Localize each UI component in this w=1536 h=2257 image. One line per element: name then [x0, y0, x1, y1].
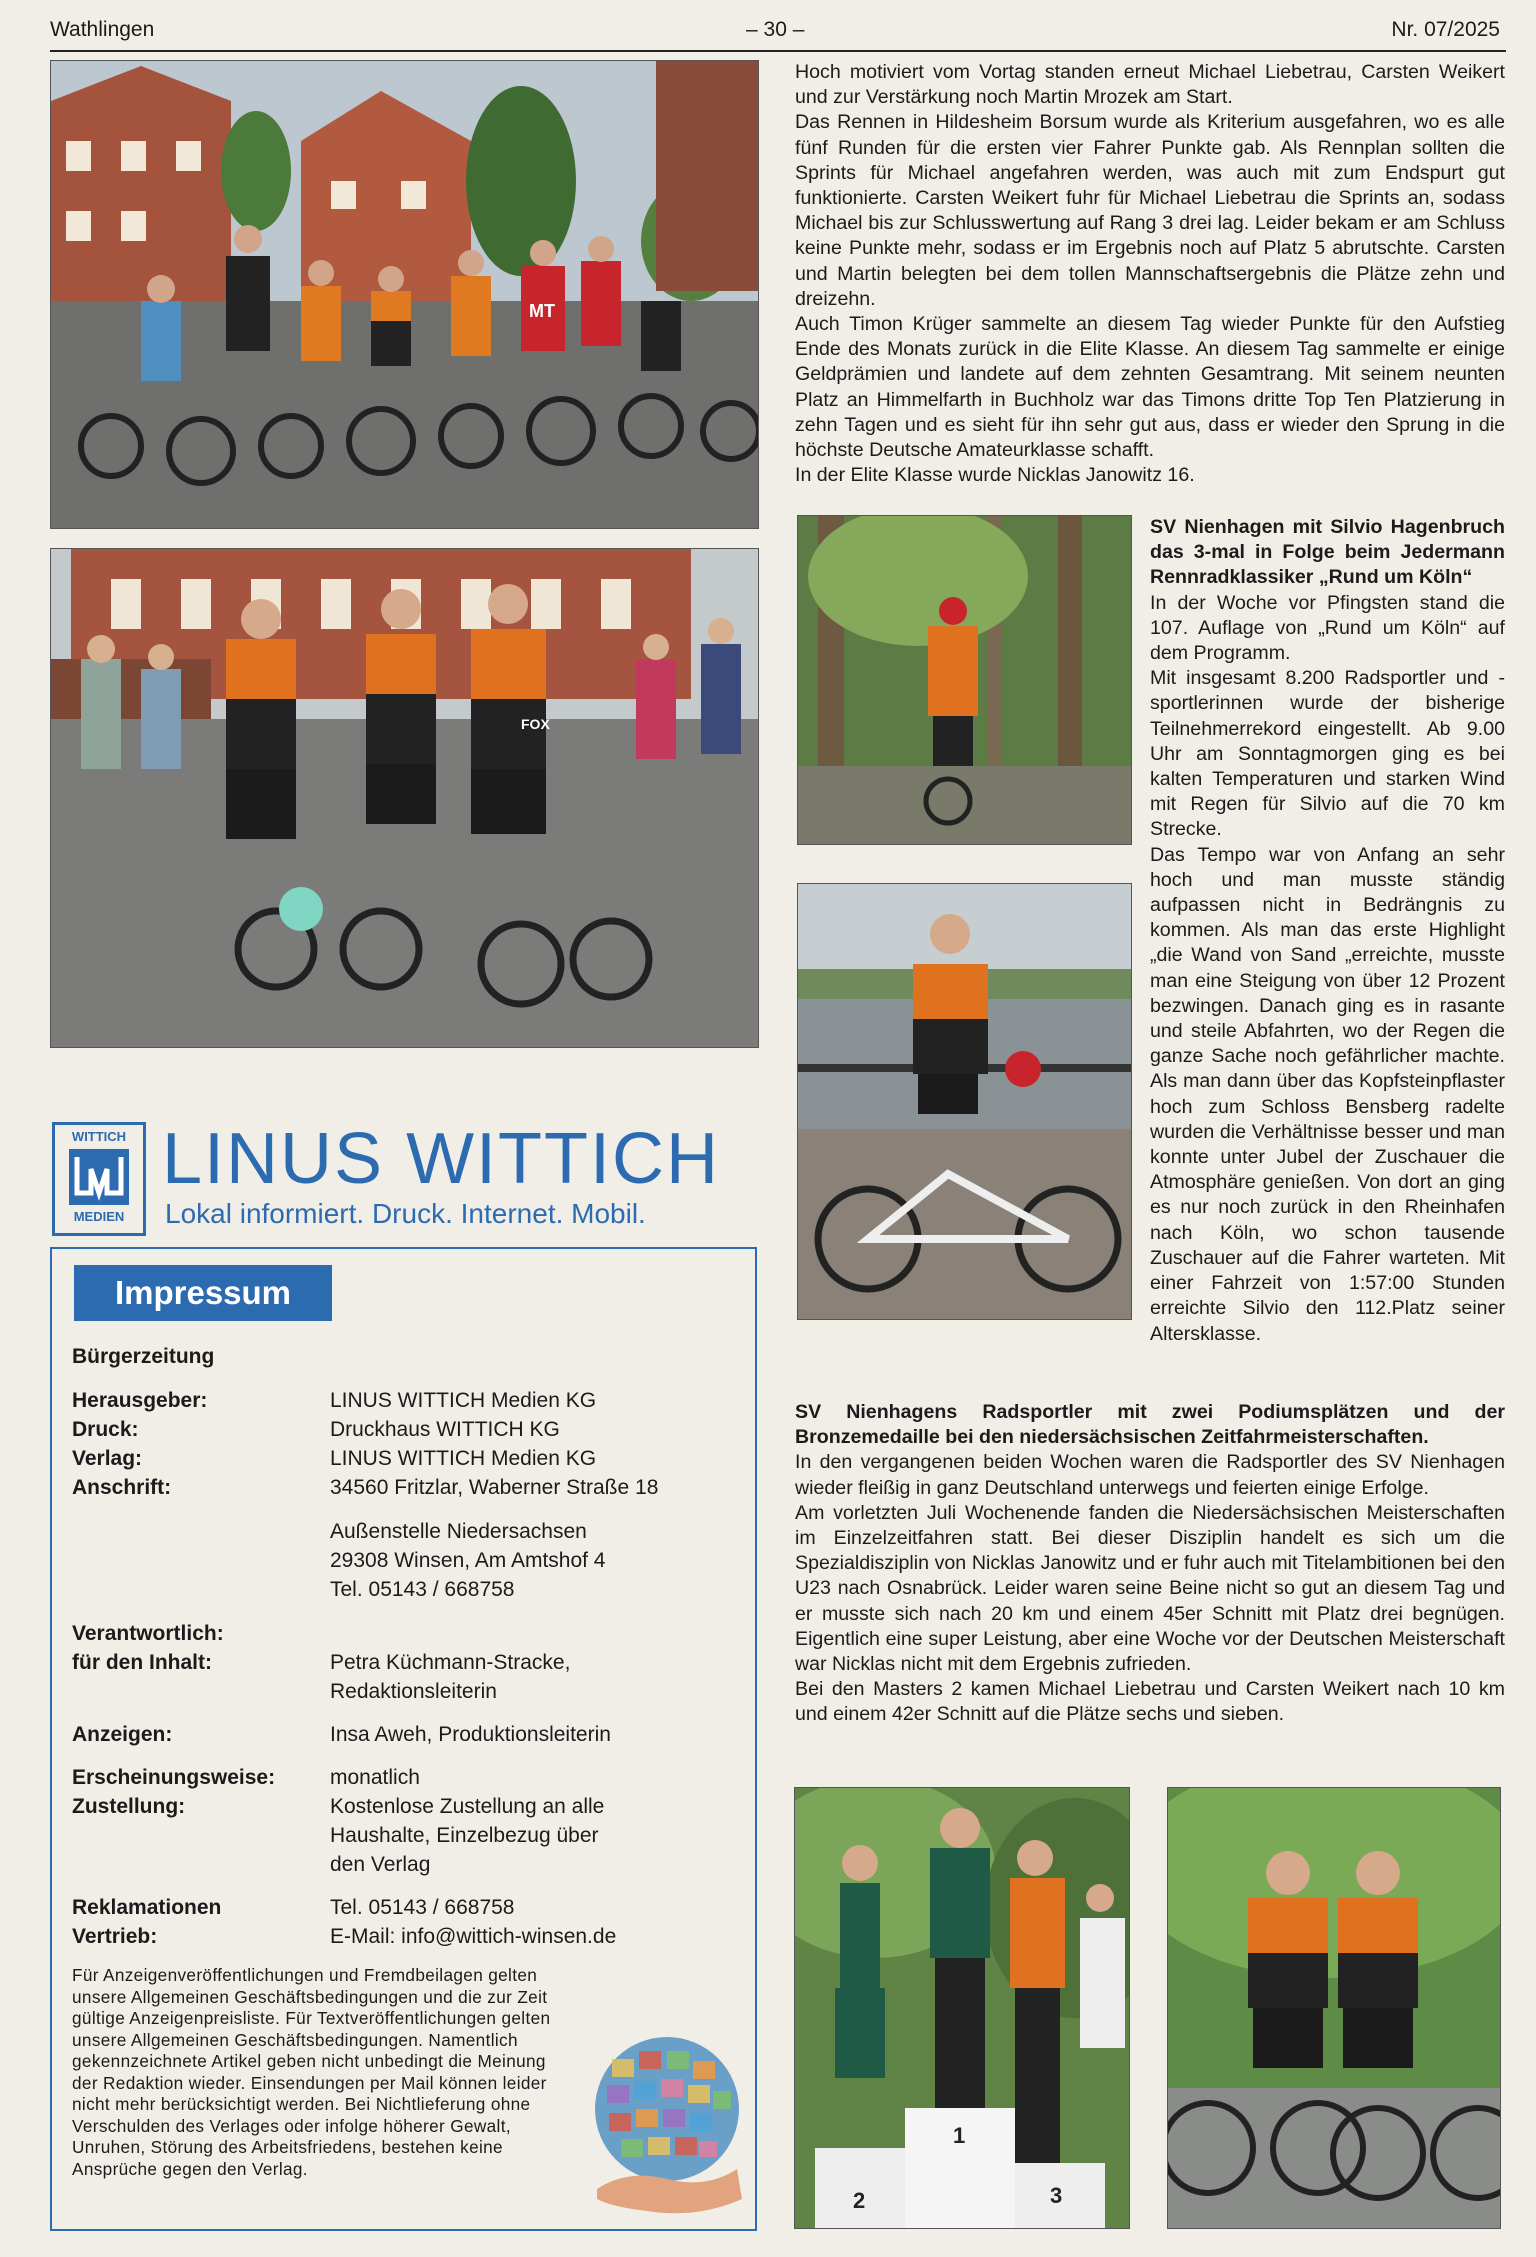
- paragraph: In der Woche vor Pfingsten stand die 107. Auflage von „Rund um Köln“ auf dem Programm.: [1150, 591, 1505, 665]
- aussenstelle-line: 29308 Winsen, Am Amtshof 4: [330, 1549, 606, 1572]
- publisher-logo: [50, 1118, 755, 1236]
- page-header: [50, 14, 1500, 46]
- impressum-subtitle: Bürgerzeitung: [72, 1345, 215, 1368]
- article-headline: SV Nienhagens Radsportler mit zwei Podiumsplätzen und der Bronzemedaille bei den niedersächsischen Zeitfahrmeisterschaften.: [795, 1401, 1505, 1449]
- logo-mark: [52, 1122, 146, 1236]
- vertrieb-email[interactable]: E-Mail: info@wittich-winsen.de: [330, 1925, 617, 1948]
- impressum-legal-text: Für Anzeigenveröffentlichungen und Fremdbeilagen gelten unsere Allgemeinen Geschäftsbedingungen und die zur Zeit gültige Anzeigenpreisliste. Für Textveröffentlichungen gelten unsere Allgemeinen Geschäftsbedingungen. Namentlich gekennzeichnete Artikel geben nicht unbedingt die Meinung der Redaktion wieder. Einsendungen per Mail können leider nicht mehr berücksichtigt werden. Bei Nichtlieferung ohne Verschulden des Verlages oder infolge höherer Gewalt, Unruhen, Störung des Arbeitsfriedens, bestehen keine Ansprüche gegen den Verlag.: [72, 1965, 551, 2179]
- anschrift-value: 34560 Fritzlar, Waberner Straße 18: [330, 1476, 659, 1499]
- photo-race-start: [50, 60, 759, 529]
- logo-w-icon: [69, 1149, 129, 1205]
- erscheinungsweise-value: monatlich: [330, 1766, 420, 1789]
- reklamationen-label: Reklamationen: [72, 1896, 222, 1919]
- zustellung-value: Haushalte, Einzelbezug über: [330, 1824, 599, 1847]
- jersey-text: FOX: [521, 716, 550, 732]
- paragraph: Hoch motiviert vom Vortag standen erneut Michael Liebetrau, Carsten Weikert und zur Verstärkung noch Martin Mrozek am Start.: [795, 61, 1505, 109]
- paragraph: Bei den Masters 2 kamen Michael Liebetrau und Carsten Weikert nach 10 km und einem 42er Schnitt auf die Plätze sechs und sieben.: [795, 1678, 1505, 1726]
- logo-tagline: Lokal informiert. Druck. Internet. Mobil.: [165, 1198, 646, 1229]
- header-page-number: – 30 –: [746, 18, 805, 41]
- verlag-value: LINUS WITTICH Medien KG: [330, 1447, 597, 1470]
- article-headline: SV Nienhagen mit Silvio Hagenbruch das 3-mal in Folge beim Jedermann Rennradklassiker „Rund um Köln“: [1150, 516, 1505, 589]
- impressum-box: [50, 1247, 757, 2231]
- verantwortlich-value: Redaktionsleiterin: [330, 1680, 497, 1703]
- impressum-heading: Impressum: [74, 1265, 332, 1321]
- globe-hand-icon: [587, 2029, 747, 2219]
- header-issue: Nr. 07/2025: [1391, 18, 1500, 41]
- article-intro: [795, 60, 1505, 488]
- anschrift-label: Anschrift:: [72, 1476, 172, 1499]
- verantwortlich-label: Verantwortlich:: [72, 1622, 224, 1645]
- erscheinungsweise-label: Erscheinungsweise:: [72, 1766, 276, 1789]
- paragraph: Auch Timon Krüger sammelte an diesem Tag wieder Punkte für den Aufstieg Ende des Monats zurück in die Elite Klasse. An diesem Tag sammelte er einige Geldprämien und landete auf dem zehnten Gesamtrang. Mit seinem neunten Platz an Himmelfarth in Buchholz war das Timons dritte Top Ten Platzierung in zehn Tagen und es sieht für ihn sehr gut aus, dass er wieder den Sprung in die höchste Deutsche Amateurklasse schafft.: [795, 313, 1505, 462]
- podium-number: 3: [1050, 2183, 1063, 2208]
- verlag-label: Verlag:: [72, 1447, 143, 1470]
- paragraph: Am vorletzten Juli Wochenende fanden die Niedersächsischen Meisterschaften im Einzelzeitfahren statt. Bei dieser Disziplin handelt es sich um die Spezialdisziplin von Nicklas Janowitz und er fuhr auch mit Titelambitionen bei den U23 nach Osnabrück. Leider waren seine Beine nicht so gut an diesem Tag und er musste sich nach 20 km und einem 45er Schnitt mit Platz drei begnügen. Eigentlich eine super Leistung, aber eine Woche vor der Deutschen Meisterschaft war Nicklas nicht mit dem Ergebnis zufrieden.: [795, 1501, 1505, 1676]
- photo-two-riders: [1167, 1787, 1501, 2229]
- photo-rider-rhine: [797, 883, 1132, 1320]
- verantwortlich-label: für den Inhalt:: [72, 1651, 212, 1674]
- zustellung-value: den Verlag: [330, 1853, 431, 1876]
- paragraph: Das Tempo war von Anfang an sehr hoch und man musste ständig aufpassen nicht in Bedrängnis zu kommen. Als man das erste Highlight „die Wand von Sand „erreichte, musste man eine Steigung von über 12 Prozent bezwingen. Danach ging es in rasante und steile Abfahrten, wo der Regen die ganze Sache noch gefährlicher machte. Als man dann über das Kopfsteinpflaster hoch zum Schloss Bensberg radelte wurden die Verhältnisse besser und man konnte unter Jubel der Zuschauer die Atmosphäre genießen. Von dort an ging es nur noch zurück in den Rheinhafen nach Köln, wo schon tausende Zuschauer auf die Fahrer warteten. Mit einer Fahrzeit von 1:57:00 Stunden erreichte Silvio den 112.Platz seiner Altersklasse.: [1150, 843, 1505, 1345]
- anzeigen-value: Insa Aweh, Produktionsleiterin: [330, 1723, 611, 1746]
- reklamationen-phone: Tel. 05143 / 668758: [330, 1896, 515, 1919]
- jersey-sign: MT: [529, 301, 555, 321]
- photo-rider-forest: [797, 515, 1132, 845]
- vertrieb-label: Vertrieb:: [72, 1925, 158, 1948]
- podium-number: 2: [853, 2188, 866, 2213]
- logo-mark-bottom: MEDIEN: [73, 1209, 125, 1224]
- verantwortlich-value: Petra Küchmann-Stracke,: [330, 1651, 571, 1674]
- zustellung-value: Kostenlose Zustellung an alle: [330, 1795, 605, 1818]
- anzeigen-label: Anzeigen:: [72, 1723, 173, 1746]
- header-rule: [50, 50, 1506, 52]
- photo-three-riders: [50, 548, 759, 1048]
- article-koeln: [1150, 515, 1505, 1347]
- zustellung-label: Zustellung:: [72, 1795, 186, 1818]
- paragraph: Das Rennen in Hildesheim Borsum wurde als Kriterium ausgefahren, wo es alle fünf Runden für die ersten vier Fahrer Punkte gab. Als Rennplan sollten die Sprints für Michael angefahren werden, was auch mit zum Endspurt gut funktionierte. Carsten Weikert fuhr für Michael Liebetrau die Sprints an, sodass Michael bis zur Schlusswertung auf Rang 3 drei lag. Leider bekam er am Schluss keine Punkte mehr, sodass er im Ergebnis noch auf Platz 5 abrutschte. Carsten und Martin belegten bei dem tollen Mannschaftsergebnis die Plätze zehn und dreizehn.: [795, 111, 1505, 310]
- podium-number: 1: [953, 2123, 966, 2148]
- druck-value: Druckhaus WITTICH KG: [330, 1418, 560, 1441]
- druck-label: Druck:: [72, 1418, 139, 1441]
- aussenstelle-phone: Tel. 05143 / 668758: [330, 1578, 515, 1601]
- photo-podium: [794, 1787, 1130, 2229]
- logo-title: LINUS WITTICH: [162, 1119, 720, 1199]
- article-zeitfahren: [795, 1400, 1505, 1728]
- header-location: Wathlingen: [50, 18, 155, 41]
- paragraph: Mit insgesamt 8.200 Radsportler und -sportlerinnen wurde der bisherige Teilnehmerrekord eingestellt. Ab 9.00 Uhr am Sonntagmorgen ging es bei kalten Temperaturen und starken Wind mit Regen für Silvio auf die 70 km Strecke.: [1150, 667, 1505, 841]
- aussenstelle-line: Außenstelle Niedersachsen: [330, 1520, 587, 1543]
- herausgeber-label: Herausgeber:: [72, 1389, 208, 1412]
- paragraph: In der Elite Klasse wurde Nicklas Janowitz 16.: [795, 464, 1195, 487]
- herausgeber-value: LINUS WITTICH Medien KG: [330, 1389, 597, 1412]
- logo-mark-top: WITTICH: [71, 1129, 127, 1144]
- paragraph: In den vergangenen beiden Wochen waren die Radsportler des SV Nienhagen wieder fleißig in ganz Deutschland unterwegs und feierten einige Erfolge.: [795, 1451, 1505, 1499]
